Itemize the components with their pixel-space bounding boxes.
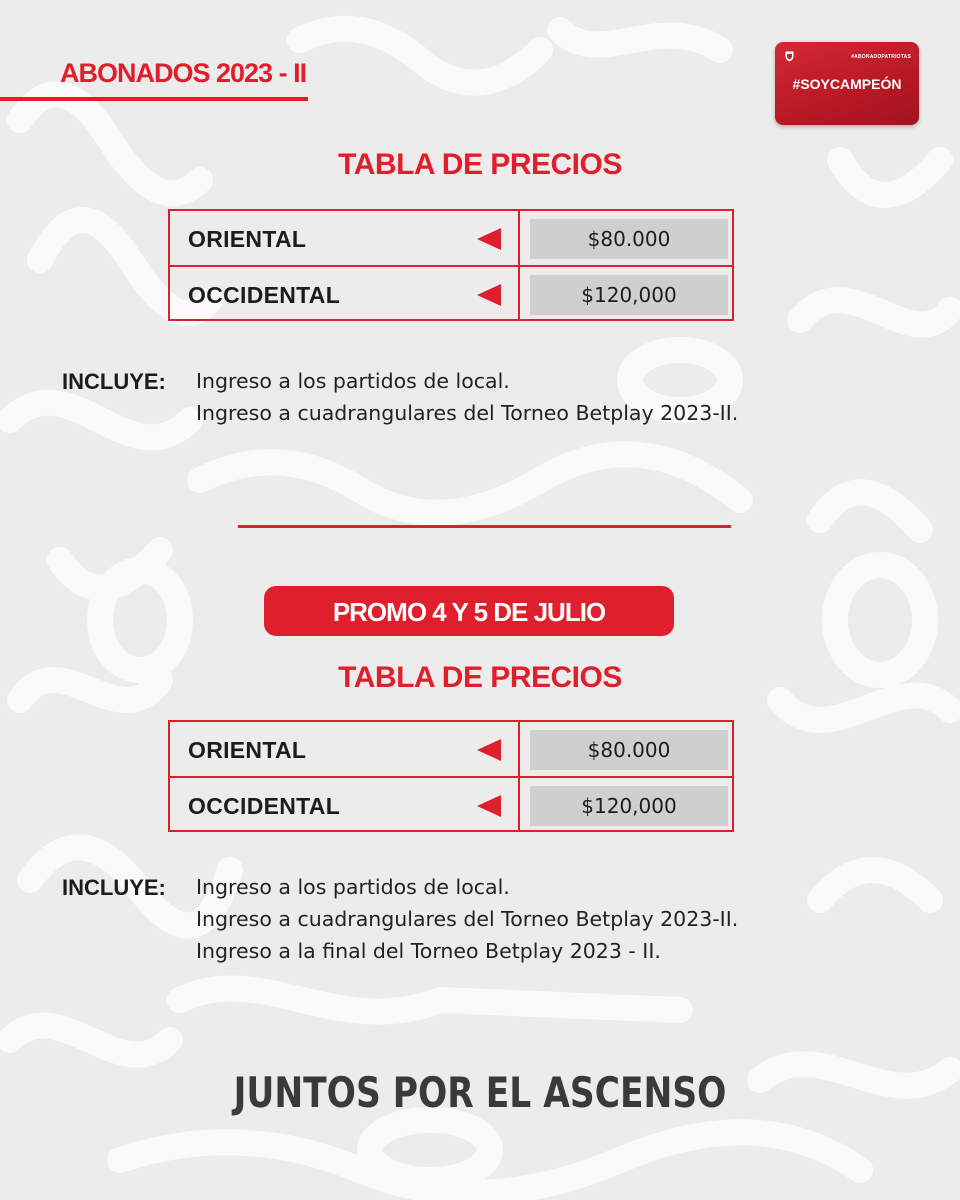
cell-divider bbox=[518, 722, 520, 778]
table-row bbox=[170, 722, 732, 778]
price-box bbox=[530, 219, 728, 259]
cell-divider bbox=[518, 211, 520, 267]
membership-card-badge bbox=[775, 42, 919, 125]
price-table bbox=[168, 720, 734, 832]
price-value: $120,000 bbox=[581, 794, 677, 818]
cell-divider bbox=[518, 267, 520, 321]
header-title: ABONADOS 2023 - II bbox=[60, 58, 307, 88]
includes-item: Ingreso a la final del Torneo Betplay 2023 - II. bbox=[196, 939, 661, 963]
arrow-left-icon bbox=[477, 284, 501, 306]
price-box bbox=[530, 730, 728, 770]
card-hashtag: #SOYCAMPEÓN bbox=[792, 76, 902, 92]
row-label: ORIENTAL bbox=[188, 737, 307, 763]
includes-item: Ingreso a los partidos de local. bbox=[196, 369, 510, 393]
price-value: $80.000 bbox=[587, 227, 671, 251]
promo-text: PROMO 4 Y 5 DE JULIO bbox=[332, 597, 606, 627]
club-crest-icon bbox=[785, 51, 794, 62]
cell-divider bbox=[518, 778, 520, 832]
price-box bbox=[530, 275, 728, 315]
includes-block bbox=[62, 875, 922, 975]
section-divider bbox=[238, 525, 731, 528]
price-box bbox=[530, 786, 728, 826]
footer-slogan: JUNTOS POR EL ASCENSO bbox=[233, 1068, 727, 1117]
includes-item: Ingreso a cuadrangulares del Torneo Betplay 2023-II. bbox=[196, 907, 739, 931]
row-label: ORIENTAL bbox=[188, 226, 307, 252]
price-table-title: TABLA DE PRECIOS bbox=[338, 661, 622, 694]
price-value: $120,000 bbox=[581, 283, 677, 307]
table-row bbox=[170, 267, 732, 321]
includes-item: Ingreso a los partidos de local. bbox=[196, 875, 510, 899]
card-tag: #ABONADOPATRIOTAS bbox=[851, 54, 911, 60]
includes-label: INCLUYE: bbox=[62, 369, 166, 394]
includes-item: Ingreso a cuadrangulares del Torneo Betplay 2023-II. bbox=[196, 401, 739, 425]
arrow-left-icon bbox=[477, 739, 501, 761]
price-table bbox=[168, 209, 734, 321]
table-row bbox=[170, 211, 732, 267]
price-value: $80.000 bbox=[587, 738, 671, 762]
row-label: OCCIDENTAL bbox=[188, 282, 341, 308]
includes-block bbox=[62, 369, 922, 439]
row-label: OCCIDENTAL bbox=[188, 793, 341, 819]
price-table-title: TABLA DE PRECIOS bbox=[338, 148, 622, 181]
header-underline bbox=[0, 97, 308, 101]
table-row bbox=[170, 778, 732, 832]
includes-label: INCLUYE: bbox=[62, 875, 166, 900]
promo-banner bbox=[264, 586, 674, 636]
arrow-left-icon bbox=[477, 795, 501, 817]
arrow-left-icon bbox=[477, 228, 501, 250]
